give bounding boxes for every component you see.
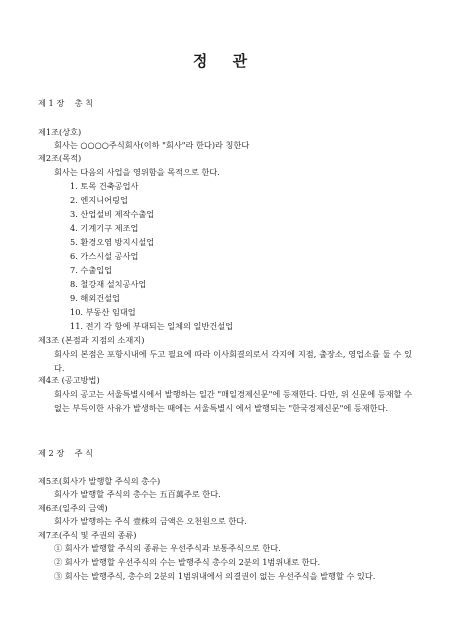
article-2-body: 회사는 다음의 사업을 영위함을 목적으로 한다. xyxy=(54,167,220,177)
share-type-clause: ② 회사가 발행할 우선주식의 수는 발행주식 총수의 2분의 1범위내로 한다. xyxy=(54,557,321,567)
article-5-title: 제5조(회사가 발행할 주식의 총수) xyxy=(38,476,161,486)
chapter-label: 제 1 장 xyxy=(38,98,65,108)
document-title: 정 관 xyxy=(192,52,258,70)
article-6-title: 제6조(일주의 금액) xyxy=(38,503,108,513)
article-1-body: 회사는 ○○○○주식회사(이하 "회사"라 한다)라 칭한다 xyxy=(54,140,250,150)
purpose-item: 9. 해외건설업 xyxy=(70,293,120,303)
purpose-item: 8. 철강재 설치공사업 xyxy=(70,279,147,289)
chapter-2-heading xyxy=(38,448,93,459)
article-1-title: 제1조(상호) xyxy=(38,127,82,137)
article-4-body: 회사의 공고는 서울특별시에서 발행하는 일간 "매일경제신문"에 등재한다. 다만, 위 신문에 등재할 수 없는 부득이한 사유가 발생하는 때에는 서울특별시 에서 발행되는 "한국경제신문"에 등재한다. xyxy=(54,389,412,413)
purpose-item: 1. 토목 건축공업사 xyxy=(70,181,139,191)
chapter-1-heading xyxy=(38,98,93,109)
purpose-item: 3. 산업설비 제작수출업 xyxy=(70,209,155,219)
purpose-item: 11. 전기 각 항에 부대되는 일체의 일반건설업 xyxy=(70,321,234,331)
article-5-body: 회사가 발행할 주식의 총수는 五百萬주로 한다. xyxy=(54,489,221,499)
purpose-item: 2. 엔지니어링업 xyxy=(70,195,128,205)
purpose-item: 5. 환경오염 방지시설업 xyxy=(70,237,155,247)
purpose-item: 4. 기계기구 제조업 xyxy=(70,223,139,233)
purpose-item: 10. 부동산 임대업 xyxy=(70,307,136,317)
share-type-clause: ① 회사가 발행할 주식의 종류는 우선주식과 보통주식으로 한다. xyxy=(54,543,281,553)
article-3-body: 회사의 본점은 포항시내에 두고 필요에 따라 이사회결의로서 각지에 지점, 출장소, 영업소를 둘 수 있다. xyxy=(54,349,412,373)
purpose-item: 7. 수출입업 xyxy=(70,265,113,275)
chapter-name: 주 식 xyxy=(74,448,94,458)
article-7-title: 제7조(주식 및 주권의 종류) xyxy=(38,530,137,540)
chapter-label: 제 2 장 xyxy=(38,448,65,458)
article-2-title: 제2조(목적) xyxy=(38,153,82,163)
article-6-body: 회사가 발행하는 주식 壹株의 금액은 오천원으로 한다. xyxy=(54,516,247,526)
share-type-clause: ③ 회사는 발행주식, 총수의 2분의 1범위내에서 의결권이 없는 우선주식을 발행할 수 있다. xyxy=(54,571,376,581)
article-4-title: 제4조 (공고방법) xyxy=(38,375,100,385)
purpose-item: 6. 가스시설 공사업 xyxy=(70,251,139,261)
article-3-title: 제3조 (본점과 지점의 소재지) xyxy=(38,335,145,345)
chapter-name: 총 칙 xyxy=(74,98,94,108)
